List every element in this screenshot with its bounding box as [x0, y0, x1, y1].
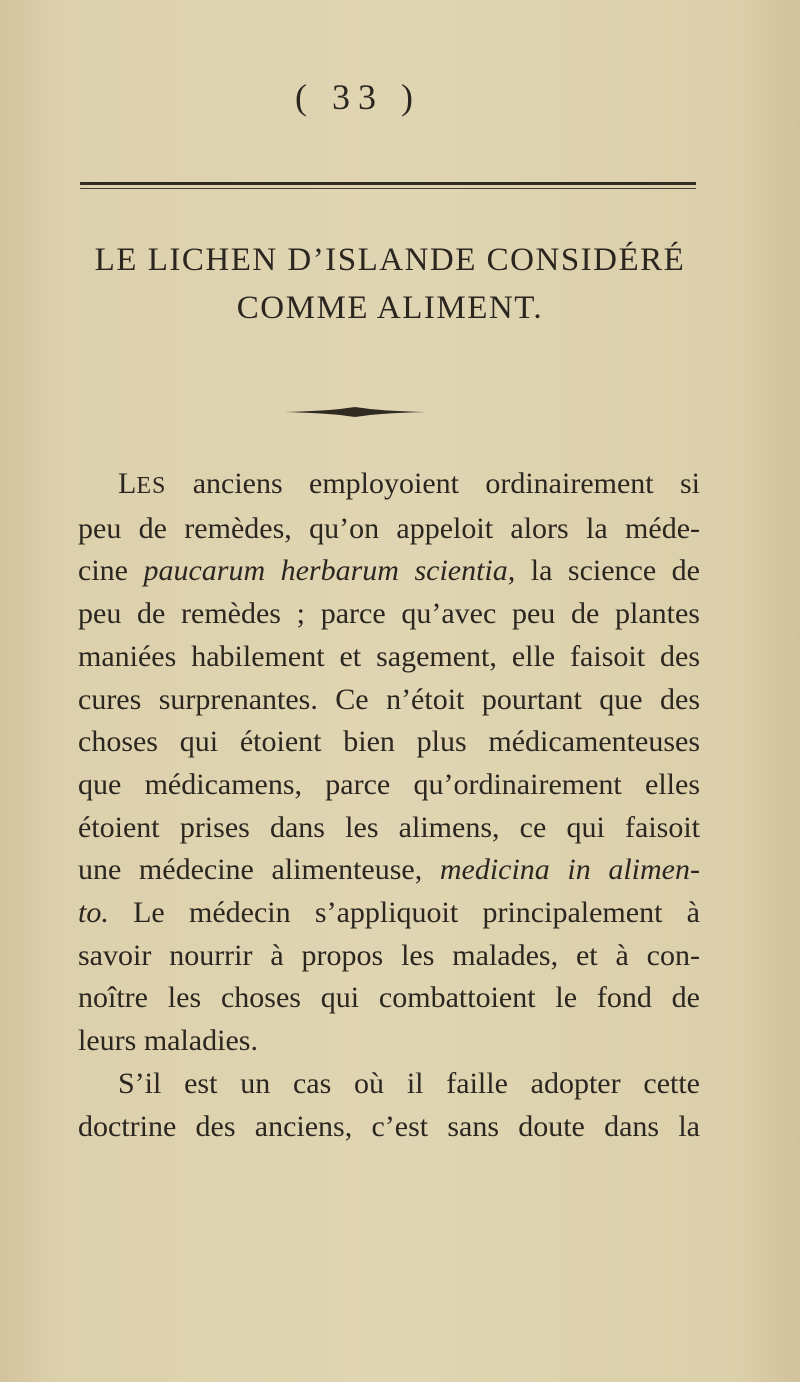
- text-line: S’il est un cas où il faille adopter cette: [118, 1066, 700, 1100]
- text-line: leurs maladies.: [78, 1024, 258, 1058]
- text-line: cine paucarum herbarum scientia, la science de: [78, 554, 700, 588]
- header-rule-thin: [80, 188, 696, 189]
- drop-initial: L: [118, 467, 137, 500]
- text-line: LES anciens employoient ordinairement si: [118, 467, 700, 500]
- text-line: peu de remèdes, qu’on appeloit alors la méde-: [78, 511, 700, 545]
- chapter-title-line-1: LE LICHEN D’ISLANDE CONSIDÉRÉ: [94, 242, 686, 278]
- body-text: [78, 463, 700, 1148]
- chapter-title-line-2: COMME ALIMENT.: [236, 290, 544, 326]
- text-line: choses qui étoient bien plus médicamenteuses: [78, 725, 700, 759]
- text-line: savoir nourrir à propos les malades, et à con-: [78, 938, 700, 972]
- text-line: peu de remèdes ; parce qu’avec peu de plantes: [78, 597, 700, 631]
- chapter-title: [40, 236, 740, 332]
- header-rule: [80, 182, 696, 185]
- text-line: que médicamens, parce qu’ordinairement elles: [78, 767, 700, 801]
- latin-phrase: to.: [78, 896, 109, 930]
- text-line: to. Le médecin s’appliquoit principalement à: [78, 896, 700, 930]
- text-line: étoient prises dans les alimens, ce qui faisoit: [78, 810, 700, 844]
- latin-phrase: paucarum herbarum scientia,: [143, 554, 516, 588]
- ornamental-divider: [285, 405, 425, 419]
- text-line: une médecine alimenteuse, medicina in alimen-: [78, 853, 700, 887]
- small-caps-text: ES: [136, 473, 167, 499]
- page-number: ( 33 ): [295, 77, 421, 117]
- text-line: noître les choses qui combattoient le fond de: [78, 981, 700, 1015]
- text-line: doctrine des anciens, c’est sans doute dans la: [78, 1109, 700, 1143]
- text-line: maniées habilement et sagement, elle faisoit des: [78, 639, 700, 673]
- text-line: cures surprenantes. Ce n’étoit pourtant que des: [78, 682, 700, 716]
- latin-phrase: medicina in alimen-: [439, 853, 700, 887]
